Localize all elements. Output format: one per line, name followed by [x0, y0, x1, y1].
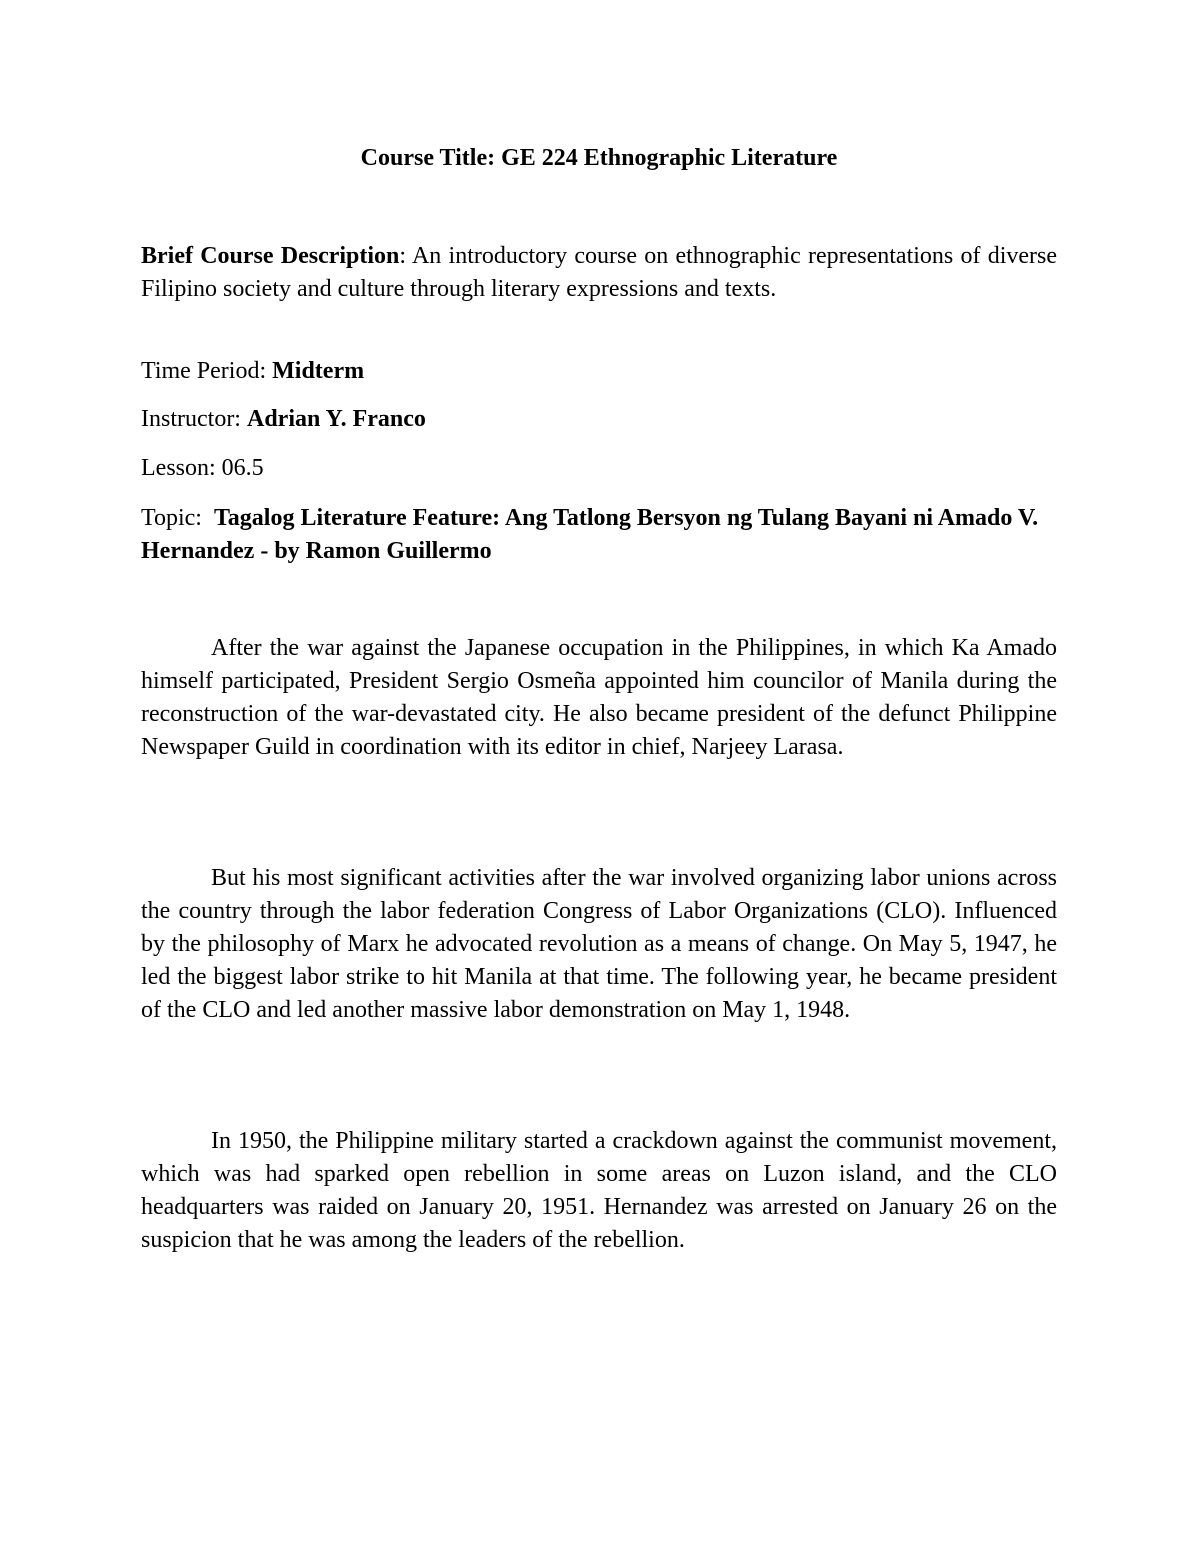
- body-paragraph-2: But his most significant activities after the war involved organizing labor unions across the country through the labor federation Congress of Labor Organizations (CLO). Influenced by the philosophy of Marx he advocated revolution as a means of change. On May 5, 1947, he led the biggest labor strike to hit Manila at that time. The following year, he became president of the CLO and led another massive labor demonstration on May 1, 1948.: [141, 865, 1057, 1023]
- course-title-label: Course Title:: [360, 145, 496, 171]
- time-period: [141, 355, 1057, 388]
- instructor: [141, 403, 1057, 436]
- course-title: [141, 142, 1057, 175]
- course-description-sep: :: [399, 243, 407, 269]
- topic-label: Topic:: [141, 505, 214, 531]
- course-description-text: An introductory course on ethnographic representations of diverse Filipino society and culture through literary expressions and texts.: [141, 243, 1057, 302]
- time-period-label: Time Period:: [141, 358, 273, 384]
- lesson-label: Lesson: 06.5: [141, 455, 264, 481]
- course-description: [141, 240, 1057, 306]
- time-period-value: Midterm: [272, 358, 365, 384]
- body-paragraph-3: In 1950, the Philippine military started a crackdown against the communist movement, which was had sparked open rebellion in some areas on Luzon island, and the CLO headquarters was raided on January 20, 1951. Hernandez was arrested on January 26 on the suspicion that he was among the leaders of the rebellion.: [141, 1128, 1057, 1253]
- topic: [141, 502, 1057, 568]
- course-title-value: GE 224 Ethnographic Literature: [501, 145, 838, 171]
- instructor-label: Instructor:: [141, 406, 247, 432]
- instructor-name: Adrian Y. Franco: [246, 406, 426, 432]
- body-paragraph-1: After the war against the Japanese occupation in the Philippines, in which Ka Amado himself participated, President Sergio Osmeña appointed him councilor of Manila during the reconstruction of the war-devastated city. He also became president of the defunct Philippine Newspaper Guild in coordination with its editor in chief, Narjeey Larasa.: [141, 635, 1057, 760]
- course-description-label: Brief Course Description: [141, 243, 400, 269]
- lesson: [141, 452, 1057, 485]
- topic-value: Tagalog Literature Feature: Ang Tatlong Bersyon ng Tulang Bayani ni Amado V. Hernandez - by Ramon Guillermo: [141, 505, 1045, 564]
